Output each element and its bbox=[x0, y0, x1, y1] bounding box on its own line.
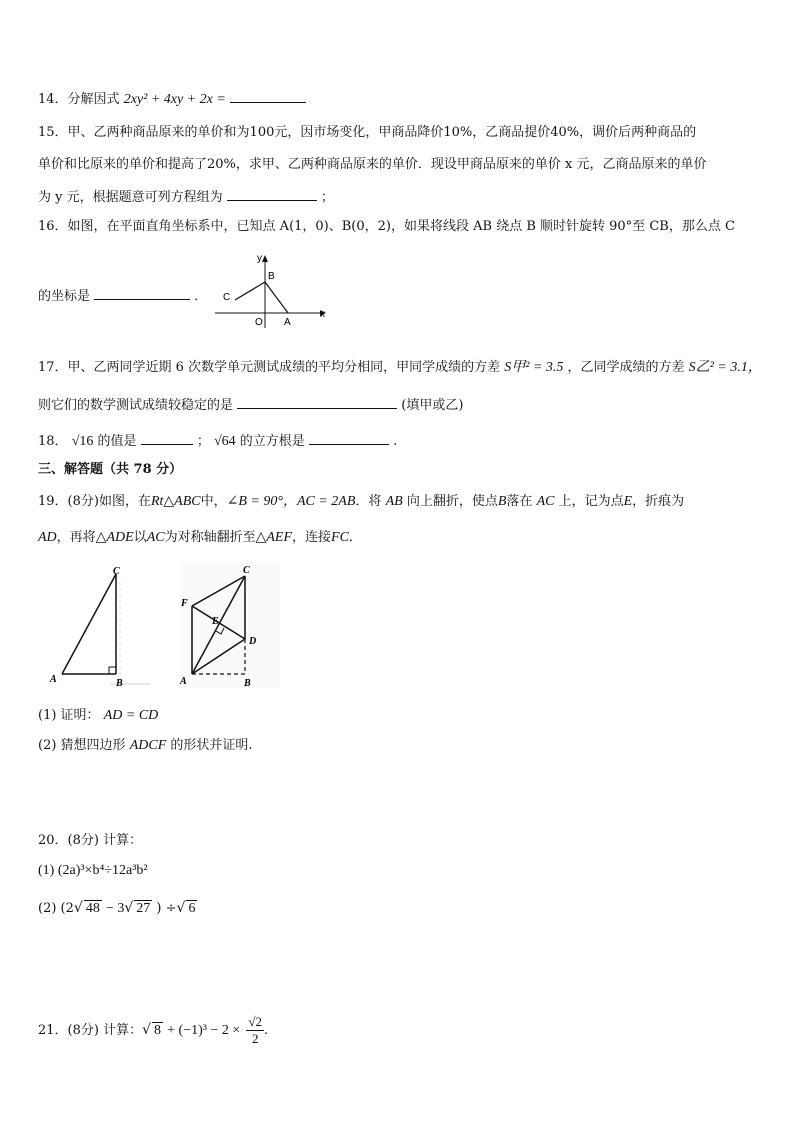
fig2-label-c: C bbox=[243, 565, 250, 576]
q18-label: 18． bbox=[38, 434, 68, 449]
q16-answer-blank[interactable] bbox=[94, 285, 190, 300]
q19-fc: FC bbox=[331, 530, 349, 545]
q19-ac2: AC bbox=[146, 530, 165, 545]
q16-punct: ． bbox=[194, 289, 208, 304]
q18-text-d: 的立方根是 bbox=[239, 434, 305, 449]
q19-e: E bbox=[623, 494, 633, 509]
q21-label: 21．(8分) 计算： bbox=[38, 1023, 143, 1038]
q18-end: . bbox=[393, 434, 398, 449]
question-16-line2 bbox=[38, 285, 207, 307]
question-16-line1: 16．如图，在平面直角坐标系中，已知点 A(1，0)、B(0，2)，如果将线段 AB 绕点 B 顺时针旋转 90°至 CB，那么点 C bbox=[38, 219, 735, 234]
q14-expression: 2xy² + 4xy + 2x = bbox=[123, 92, 226, 107]
q15-text: 为 y 元，根据题意可列方程组为 bbox=[38, 190, 223, 205]
q16-y-label: y bbox=[257, 253, 262, 264]
q16-coordinate-figure bbox=[210, 250, 330, 332]
q19-p2-text: (2) 猜想四边形 bbox=[38, 738, 126, 753]
q19-figure-triangle bbox=[40, 562, 150, 690]
q18-sqrt16: √16 bbox=[71, 434, 94, 449]
sqrt-icon: √ bbox=[176, 900, 186, 916]
question-17-line2 bbox=[38, 394, 463, 416]
question-20-part2 bbox=[38, 898, 197, 919]
q20-p2-b: − 3 bbox=[105, 901, 125, 916]
q20-radicand-27: 27 bbox=[136, 901, 151, 916]
q19-aef: △AEF bbox=[255, 530, 293, 545]
question-20-title: 20．(8分) 计算： bbox=[38, 833, 143, 848]
q17-variance-yi: S乙² = 3.1， bbox=[688, 360, 762, 375]
q16-point-c: C bbox=[223, 292, 231, 303]
question-19-part1 bbox=[38, 706, 158, 726]
q18-sep: ； bbox=[196, 434, 210, 449]
q19-condition: ∠B = 90°，AC = 2AB bbox=[226, 494, 356, 509]
q19-ade: △ADE bbox=[95, 530, 134, 545]
q16-text: 的坐标是 bbox=[38, 289, 91, 304]
q21-numerator: √2 bbox=[248, 1014, 263, 1029]
q19-t10: 为对称轴翻折至 bbox=[164, 530, 256, 545]
q20-p1-expr: (1) (2a)³×b⁴÷12a³b² bbox=[38, 863, 148, 878]
question-19-line2 bbox=[38, 528, 362, 548]
q21-radicand-8: 8 bbox=[154, 1023, 162, 1038]
q21-end: . bbox=[264, 1023, 269, 1038]
q17-hint: (填甲或乙) bbox=[401, 398, 464, 413]
sqrt-icon: √ bbox=[73, 900, 83, 916]
q21-fraction bbox=[246, 1014, 264, 1047]
q19-t4: 向上翻折，使点 bbox=[406, 494, 498, 509]
q14-label: 14．分解因式 bbox=[38, 92, 120, 107]
fig2-label-f: F bbox=[181, 598, 188, 609]
fig1-label-c: C bbox=[113, 566, 120, 577]
sqrt-icon: √ bbox=[124, 900, 134, 916]
q19-t1: 19．(8分)如图，在 bbox=[38, 494, 151, 509]
fig2-label-a: A bbox=[180, 676, 187, 687]
q15-punct: ； bbox=[320, 190, 334, 205]
q19-t5: 落在 bbox=[506, 494, 533, 509]
q19-t3: ．将 bbox=[355, 494, 382, 509]
section-3-heading: 三、解答题（共 78 分） bbox=[38, 462, 183, 477]
q14-answer-blank[interactable] bbox=[230, 88, 306, 103]
question-19-line1 bbox=[38, 492, 684, 512]
q19-ab: AB bbox=[385, 494, 403, 509]
q17-text-a: 17．甲、乙两同学近期 6 次数学单元测试成绩的平均分相同，甲同学成绩的方差 bbox=[38, 360, 501, 375]
q19-t9: 以 bbox=[133, 530, 147, 545]
fig2-label-d: D bbox=[249, 636, 257, 647]
fig2-label-b: B bbox=[244, 678, 251, 689]
q16-origin: O bbox=[255, 317, 263, 328]
q16-point-a: A bbox=[284, 317, 291, 328]
q18-sqrt64: √64 bbox=[213, 434, 236, 449]
question-18 bbox=[38, 430, 397, 452]
q19-t6: 上，记为点 bbox=[558, 494, 624, 509]
q20-radicand-6: 6 bbox=[188, 901, 196, 916]
q19-t7: ，折痕为 bbox=[632, 494, 685, 509]
q19-p2-text2: 的形状并证明. bbox=[170, 738, 253, 753]
fig2-label-e: E bbox=[212, 616, 219, 627]
q19-figure-folded bbox=[172, 562, 282, 690]
question-21 bbox=[38, 1010, 268, 1051]
q18-blank-1[interactable] bbox=[141, 430, 193, 445]
q20-p2-c: ) ÷ bbox=[156, 901, 177, 916]
q17-text-c: 则它们的数学测试成绩较稳定的是 bbox=[38, 398, 234, 413]
q17-answer-blank[interactable] bbox=[237, 394, 397, 409]
q19-t11: ，连接 bbox=[292, 530, 332, 545]
q21-expr: + (−1)³ − 2 × bbox=[167, 1023, 241, 1038]
question-15-line2: 单价和比原来的单价和提高了20%，求甲、乙两种商品原来的单价．现设甲商品原来的单价 x 元，乙商品原来的单价 bbox=[38, 157, 707, 172]
q17-variance-jia: S甲² = 3.5 bbox=[504, 360, 564, 375]
question-17-line1 bbox=[38, 358, 762, 378]
question-19-part2 bbox=[38, 736, 253, 756]
question-15-line1: 15．甲、乙两种商品原来的单价和为100元，因市场变化，甲商品降价10%，乙商品提价40%，调价后两种商品的 bbox=[38, 125, 697, 140]
question-15-line3 bbox=[38, 186, 334, 208]
q19-ad: AD bbox=[38, 530, 57, 545]
q18-blank-2[interactable] bbox=[309, 430, 389, 445]
q15-answer-blank[interactable] bbox=[227, 186, 317, 201]
q17-text-b: ，乙同学成绩的方差 bbox=[567, 360, 685, 375]
q19-p1-expr: AD = CD bbox=[103, 708, 159, 723]
q20-radicand-48: 48 bbox=[85, 901, 100, 916]
question-20-part1 bbox=[38, 861, 148, 881]
q19-p1-text: (1) 证明： bbox=[38, 708, 100, 723]
sqrt-icon: √ bbox=[142, 1022, 152, 1038]
q19-p2-quad: ADCF bbox=[129, 738, 167, 753]
q19-t2: 中， bbox=[200, 494, 227, 509]
q18-text-b: 的值是 bbox=[97, 434, 137, 449]
q19-t8: ，再将 bbox=[56, 530, 96, 545]
fig1-label-b: B bbox=[116, 678, 123, 689]
q19-b: B bbox=[497, 494, 507, 509]
fig1-label-a: A bbox=[50, 674, 57, 685]
q16-point-b: B bbox=[268, 271, 275, 282]
q21-denominator: 2 bbox=[251, 1031, 259, 1046]
q16-x-label: x bbox=[320, 309, 325, 320]
q19-triangle: Rt△ABC bbox=[150, 494, 201, 509]
q20-p2-a: (2) (2 bbox=[38, 901, 74, 916]
q19-ac: AC bbox=[536, 494, 555, 509]
question-14 bbox=[38, 88, 306, 110]
q19-t12: ． bbox=[348, 530, 362, 545]
